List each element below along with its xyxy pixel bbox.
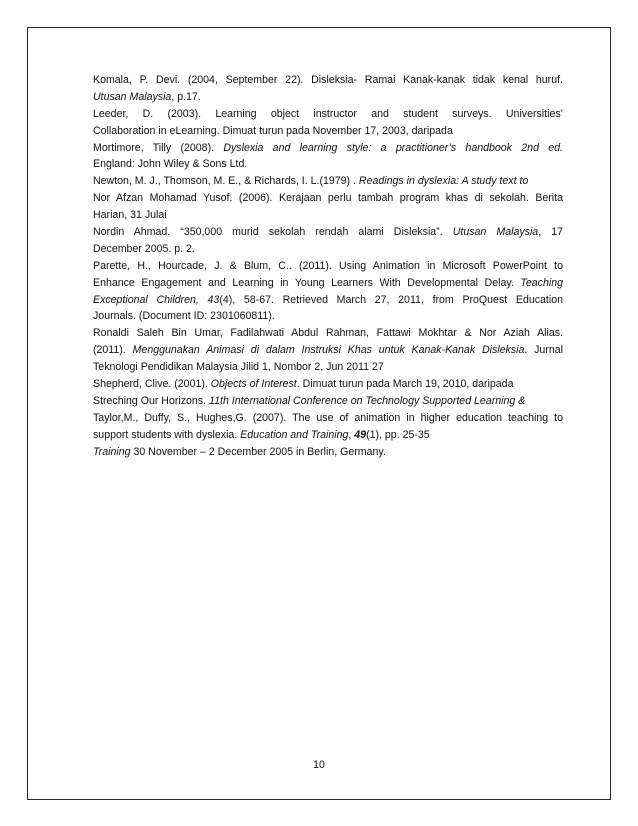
reference-taylor-volume: 49 (354, 428, 367, 441)
reference-komala-line-2: Utusan Malaysia, p.17. (93, 90, 201, 103)
reference-nordin-line-1: Nordin Ahmad. “350,000 murid sekolah rendah alami Disleksia”. Utusan Malaysia, 17 (93, 226, 564, 239)
reference-komala-source: Utusan Malaysia (93, 90, 172, 103)
reference-parette-line-4: Journals. (Document ID: 2301060811). (93, 310, 275, 323)
reference-shepherd-title: Objects of Interest (210, 378, 297, 391)
reference-taylor-journal: Education and Training (240, 428, 349, 441)
reference-ronaldi-title: Menggunakan Animasi di dalam Instruksi Khas untuk Kanak-Kanak Disleksia (132, 344, 525, 357)
reference-komala-line-1: Komala, P. Devi. (2004, September 22). Disleksia- Ramai Kanak-kanak tidak kenal huruf. (93, 74, 563, 86)
reference-training-line-1: Training 30 November – 2 December 2005 in Berlin, Germany. (93, 445, 386, 458)
reference-nor-afzan-line-2: Harian, 31 Julai (93, 209, 167, 222)
reference-training-word: Training (93, 445, 131, 458)
reference-shepherd-line-1: Shepherd, Clive. (2001). Objects of Interest. Dimuat turun pada March 19, 2010, daripada (93, 378, 514, 391)
reference-newton-title: Readings in dyslexia: A study text to (358, 175, 529, 188)
reference-taylor-line-2: support students with dyslexia. Education and Training, 49(1), pp. 25-35 (93, 428, 430, 441)
reference-leeder-line-1: Leeder, D. (2003). Learning object instructor and student surveys. Universities’ (93, 107, 563, 120)
reference-parette-line-3: Exceptional Children, 43(4), 58-67. Retrieved March 27, 2011, from ProQuest Education (93, 293, 563, 306)
reference-mortimore-line-2: England: John Wiley & Sons Ltd. (93, 158, 248, 171)
reference-mortimore-title: Dyslexia and learning style: a practitioner’s handbook 2nd ed. (223, 141, 563, 154)
reference-nordin-line-2: December 2005. p. 2. (93, 242, 195, 255)
reference-ronaldi-line-1: Ronaldi Saleh Bin Umar, Fadilahwati Abdul Rahman, Fattawi Mokhtar & Nor Aziah Alias. (93, 327, 563, 340)
reference-parette-journal-volume: Exceptional Children, 43 (93, 293, 220, 306)
reference-leeder-line-2: Collaboration in eLearning. Dimuat turun pada November 17, 2003, daripada (93, 124, 453, 137)
reference-nordin-source: Utusan Malaysia (452, 226, 539, 239)
reference-streching-conference: 11th International Conference on Technology Supported Learning & (209, 394, 526, 407)
reference-parette-journal: Teaching (520, 276, 563, 289)
reference-ronaldi-line-3: Teknologi Pendidikan Malaysia Jilid 1, Nombor 2, Jun 2011 27 (93, 361, 384, 374)
reference-parette-line-2: Enhance Engagement and Learning in Young Learners With Developmental Delay. Teaching (93, 276, 563, 289)
reference-nor-afzan-line-1: Nor Afzan Mohamad Yusof. (2006). Kerajaan perlu tambah program khas di sekolah. Berita (93, 192, 563, 205)
reference-streching-line-1: Streching Our Horizons. 11th International Conference on Technology Supported Learning & (93, 394, 526, 407)
reference-parette-line-1: Parette, H., Hourcade, J. & Blum, C.. (2011). Using Animation in Microsoft PowerPoint to (93, 259, 563, 272)
reference-taylor-line-1: Taylor,M., Duffy, S., Hughes,G. (2007). The use of animation in higher education teaching to (93, 411, 563, 424)
reference-mortimore-line-1: Mortimore, Tilly (2008). Dyslexia and learning style: a practitioner’s handbook 2nd ed. (93, 141, 563, 154)
reference-newton-line-1: Newton, M. J., Thomson, M. E., & Richards, I. L.(1979) . Readings in dyslexia: A study text to (93, 175, 529, 188)
reference-list (93, 72, 563, 460)
reference-ronaldi-line-2: (2011). Menggunakan Animasi di dalam Instruksi Khas untuk Kanak-Kanak Disleksia. Jurnal (93, 344, 563, 357)
page-number: 10 (313, 759, 325, 771)
